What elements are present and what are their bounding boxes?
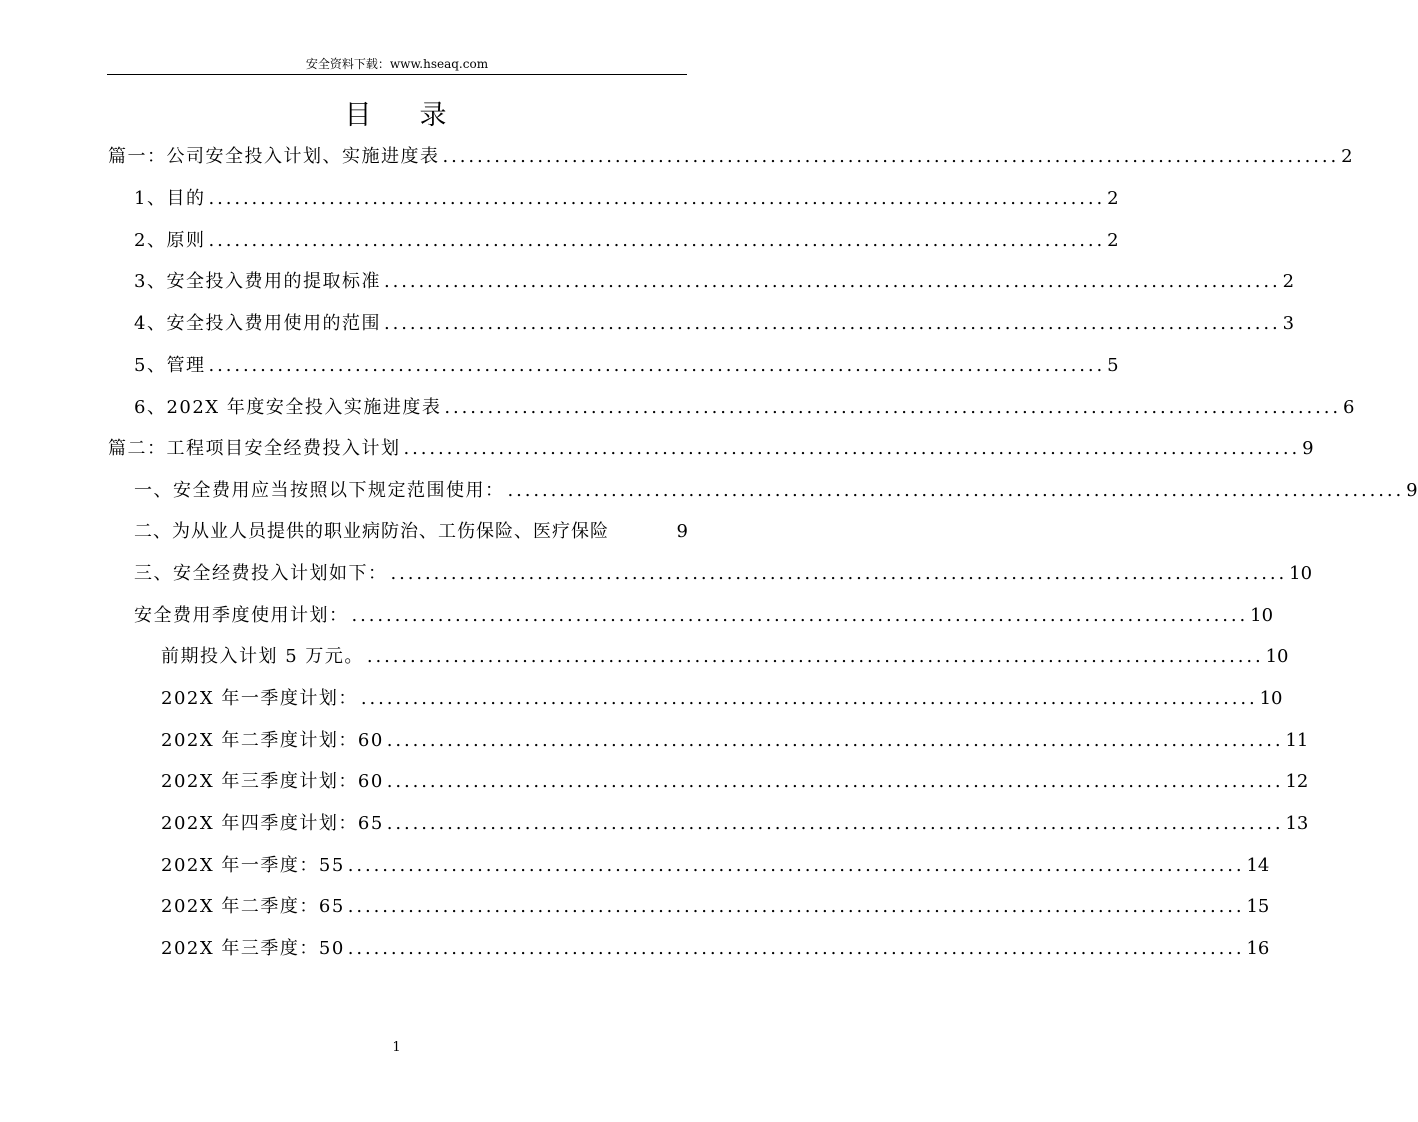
toc-entry[interactable] [161, 889, 1270, 925]
toc-entry-text: 2、原则 [134, 230, 206, 251]
toc-leader-dots: ........................................................................................................ [383, 271, 1281, 292]
toc-entry-page: 10 [1250, 605, 1274, 626]
toc-entry-text: 篇一：公司安全投入计划、实施进度表 [108, 146, 440, 167]
toc-entry-text: 5、管理 [134, 355, 206, 376]
toc-leader-dots: ........................................................................................................ [366, 646, 1264, 667]
toc-entry-text: 202X 年一季度计划： [161, 688, 358, 709]
toc-entry-page: 14 [1246, 855, 1270, 876]
toc-entry-page: 13 [1285, 813, 1309, 834]
toc-entry-text: 安全费用季度使用计划： [134, 605, 349, 626]
toc-entry-page: 2 [1341, 146, 1353, 167]
toc-leader-dots: ........................................................................................................ [347, 855, 1245, 876]
toc-entry[interactable] [161, 764, 1309, 800]
toc-entry[interactable] [161, 848, 1270, 884]
toc-entry[interactable] [161, 723, 1309, 759]
toc-entry[interactable] [161, 806, 1309, 842]
toc-entry[interactable] [108, 139, 1353, 175]
toc-leader-dots: ........................................................................................................ [403, 438, 1301, 459]
toc-entry[interactable] [108, 431, 1314, 467]
toc-entry-text: 4、安全投入费用使用的范围 [134, 313, 381, 334]
toc-entry-page: 3 [1282, 313, 1295, 334]
toc-leader-dots: ........................................................................................................ [347, 938, 1245, 959]
toc-entry-text: 前期投入计划 5 万元。 [161, 646, 364, 667]
toc-leader-dots: ........................................................................................................ [386, 813, 1284, 834]
toc-entry[interactable] [134, 473, 1418, 509]
toc-entry-text: 一、安全费用应当按照以下规定范围使用： [134, 480, 505, 501]
toc-entry-page: 5 [1107, 355, 1119, 376]
toc-entry-page: 2 [1282, 271, 1295, 292]
toc-leader-dots: ........................................................................................................ [347, 896, 1245, 917]
toc-entry-page: 6 [1343, 397, 1355, 418]
toc-entry-text: 202X 年三季度：50 [161, 938, 345, 959]
toc-entry-page: 9 [1302, 438, 1314, 459]
toc-entry-text: 3、安全投入费用的提取标准 [134, 271, 381, 292]
header-divider [107, 74, 687, 75]
toc-entry[interactable] [134, 223, 1119, 259]
page-title [0, 98, 793, 134]
toc-leader-dots: ........................................................................................................ [383, 313, 1281, 334]
toc-leader-dots: ........................................................................................................ [442, 146, 1340, 167]
toc-leader-dots: ........................................................................................................ [390, 563, 1288, 584]
toc-entry-page: 9 [1406, 480, 1418, 501]
toc-entry-text: 篇二：工程项目安全经费投入计划 [108, 438, 401, 459]
toc-entry[interactable] [161, 681, 1283, 717]
toc-leader-dots: ........................................................................................................ [208, 230, 1106, 251]
toc-entry[interactable] [161, 639, 1289, 675]
page-header: 安全资料下载：www.hseaq.com [305, 57, 489, 71]
toc-leader-dots: ........................................................................................................ [208, 355, 1106, 376]
toc-entry-text: 202X 年二季度：65 [161, 896, 345, 917]
toc-entry-page: 10 [1289, 563, 1313, 584]
toc-leader-dots: ........................................................................................................ [386, 730, 1284, 751]
toc-entry[interactable] [134, 306, 1295, 342]
toc-entry[interactable] [134, 390, 1355, 426]
toc-leader-dots: ........................................................................................................ [444, 397, 1341, 418]
toc-entry-page: 2 [1107, 230, 1119, 251]
toc-entry[interactable] [134, 181, 1119, 217]
toc-leader-dots: ........................................................................................................ [386, 771, 1284, 792]
toc-entry-text: 202X 年一季度：55 [161, 855, 345, 876]
toc-entry-text: 6、202X 年度安全投入实施进度表 [134, 397, 442, 418]
toc-leader-dots: ........................................................................................................ [360, 688, 1258, 709]
toc-entry-page: 15 [1246, 896, 1270, 917]
toc-entry-page: 9 [676, 521, 688, 542]
toc-entry-text: 三、安全经费投入计划如下： [134, 563, 388, 584]
toc-entry[interactable] [134, 514, 688, 550]
toc-entry[interactable] [134, 598, 1274, 634]
toc-entry-page: 11 [1285, 730, 1309, 751]
toc-entry-text: 202X 年四季度计划：65 [161, 813, 384, 834]
toc-entry-page: 16 [1246, 938, 1270, 959]
toc-entry-page: 10 [1259, 688, 1283, 709]
toc-entry-page: 12 [1285, 771, 1309, 792]
toc-entry[interactable] [161, 931, 1270, 967]
toc-leader-dots: ........................................................................................................ [351, 605, 1249, 626]
toc-entry[interactable] [134, 348, 1119, 384]
toc-entry-text: 1、目的 [134, 188, 206, 209]
page-number: 1 [392, 1040, 401, 1055]
toc-entry-text: 202X 年三季度计划：60 [161, 771, 384, 792]
toc-entry-page: 2 [1107, 188, 1119, 209]
toc-entry-text: 二、为从业人员提供的职业病防治、工伤保险、医疗保险 [134, 521, 609, 542]
toc-entry-text: 202X 年二季度计划：60 [161, 730, 384, 751]
toc-entry-page: 10 [1265, 646, 1289, 667]
toc-entry[interactable] [134, 264, 1295, 300]
toc-leader-dots: ........................................................................................................ [208, 188, 1106, 209]
title-char-2: 录 [419, 100, 449, 131]
toc-entry[interactable] [134, 556, 1313, 592]
toc-leader-dots: ........................................................................................................ [507, 480, 1405, 501]
title-char-1: 目 [344, 100, 374, 131]
